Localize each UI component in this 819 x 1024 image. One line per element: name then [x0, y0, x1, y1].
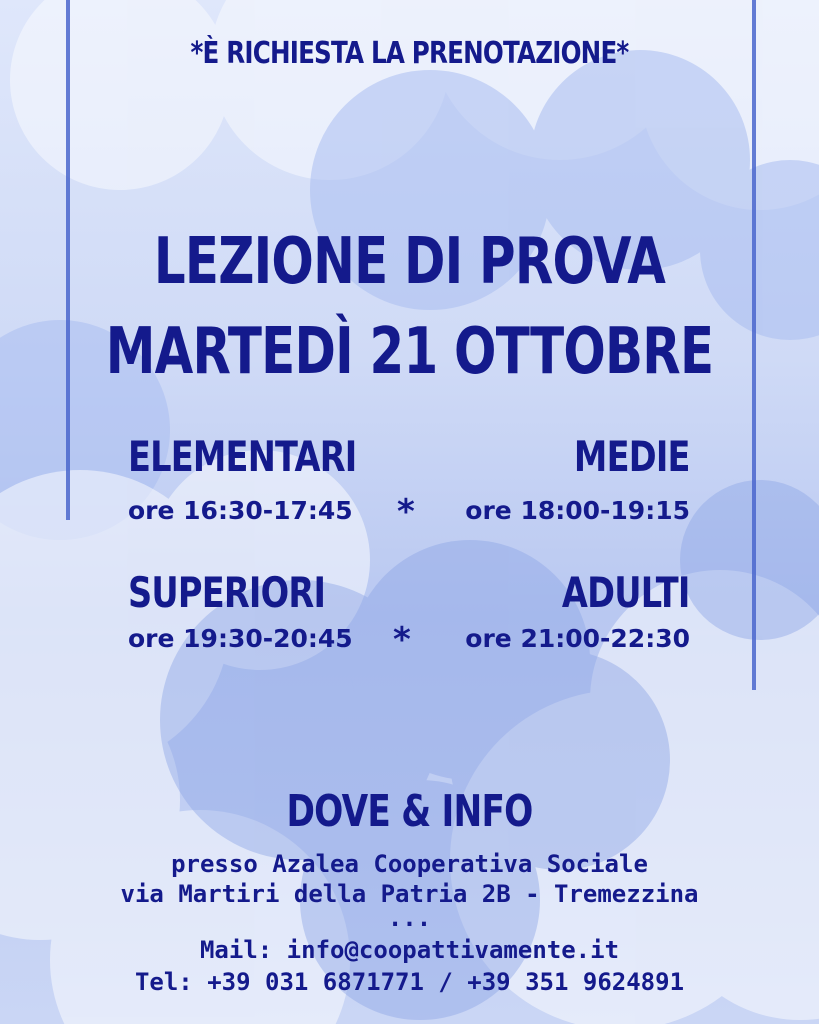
info-address: via Martiri della Patria 2B - Tremezzina — [120, 880, 699, 908]
category-superiori: SUPERIORI — [128, 568, 326, 617]
time-medie: ore 18:00-19:15 — [465, 496, 690, 525]
event-date: MARTEDÌ 21 OTTOBRE — [105, 315, 714, 389]
category-adulti: ADULTI — [562, 568, 690, 617]
info-ellipsis: ... — [387, 904, 432, 932]
info-tel: Tel: +39 031 6871771 / +39 351 9624891 — [134, 968, 685, 996]
frame-line-left — [66, 0, 70, 520]
info-heading: DOVE & INFO — [286, 786, 533, 837]
category-medie: MEDIE — [574, 432, 690, 481]
info-place: presso Azalea Cooperativa Sociale — [171, 850, 648, 878]
booking-notice: *È RICHIESTA LA PRENOTAZIONE* — [190, 36, 629, 71]
category-elementari: ELEMENTARI — [128, 432, 357, 481]
time-superiori: ore 19:30-20:45 — [128, 624, 353, 653]
time-elementari: ore 16:30-17:45 — [128, 496, 353, 525]
separator-star: * — [393, 620, 411, 660]
info-mail: Mail: info@coopattivamente.it — [199, 936, 620, 964]
frame-line-right — [752, 0, 756, 690]
page-title: LEZIONE DI PROVA — [153, 225, 666, 299]
separator-star: * — [397, 492, 415, 532]
time-adulti: ore 21:00-22:30 — [465, 624, 690, 653]
